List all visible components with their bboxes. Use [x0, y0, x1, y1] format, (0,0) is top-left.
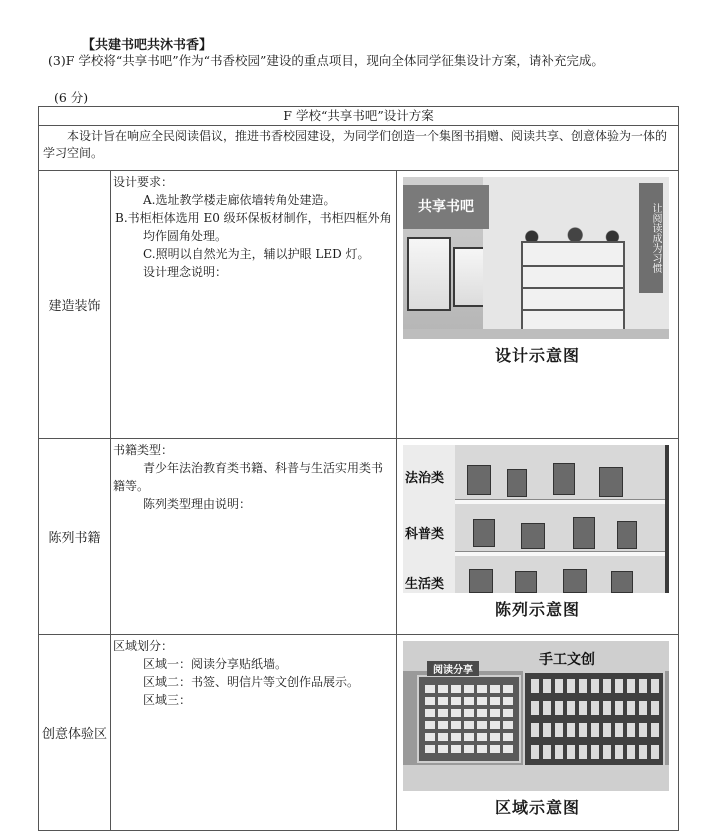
- sticky-note: [477, 697, 487, 705]
- sticky-note: [503, 709, 513, 717]
- craft-card: [627, 679, 635, 693]
- sticky-note: [425, 697, 435, 705]
- section-heading: 【共建书吧共沐书香】: [82, 38, 213, 53]
- book-type-body: 青少年法治教育类书籍、科普与生活实用类书籍等。: [113, 461, 384, 493]
- sticky-note: [477, 709, 487, 717]
- sticky-note: [438, 685, 448, 693]
- design-concept-label: 设计理念说明：: [143, 265, 228, 279]
- sticky-note: [503, 745, 513, 753]
- display-reason-label: 陈列类型理由说明：: [143, 497, 252, 511]
- design-image-cell: [397, 171, 679, 439]
- craft-card: [567, 745, 575, 759]
- craft-card: [579, 723, 587, 737]
- shelf-label-life: 生活类: [405, 577, 445, 592]
- sticky-note: [464, 733, 474, 741]
- sticky-note: [451, 721, 461, 729]
- zone-one: 区域一：阅读分享贴纸墙。: [143, 657, 288, 671]
- sticky-note: [425, 745, 435, 753]
- craft-card: [555, 701, 563, 715]
- requirement-b: B.书柜柜体选用 E0 级环保板材制作，书柜四框外角均作圆角处理。: [115, 211, 392, 243]
- plan-intro: [39, 126, 679, 171]
- zone-caption: 区域示意图: [495, 798, 581, 817]
- craft-card: [555, 745, 563, 759]
- sticky-note: [464, 685, 474, 693]
- plan-intro-text: 本设计旨在响应全民阅读倡议，推进书香校园建设，为同学们创造一个集图书捐赠、阅读共享、创意体验为一体的学习空间。: [43, 129, 668, 160]
- craft-card: [615, 701, 623, 715]
- row-label-display: 陈列书籍: [39, 439, 111, 635]
- sticky-note: [451, 745, 461, 753]
- sticky-note: [477, 721, 487, 729]
- craft-card: [531, 745, 539, 759]
- book-type-heading: 书籍类型：: [113, 443, 174, 457]
- craft-card: [615, 745, 623, 759]
- display-caption: 陈列示意图: [495, 600, 581, 619]
- sticky-note: [477, 745, 487, 753]
- craft-card: [603, 723, 611, 737]
- sticky-note: [464, 721, 474, 729]
- sticky-note: [503, 697, 513, 705]
- sticky-note: [503, 721, 513, 729]
- craft-card: [603, 745, 611, 759]
- plan-title: F 学校“共享书吧”设计方案: [39, 107, 679, 126]
- row-text-display: [111, 439, 397, 635]
- craft-card: [615, 723, 623, 737]
- row-label-creative: 创意体验区: [39, 635, 111, 831]
- craft-card: [567, 723, 575, 737]
- zone-two: 区域二：书签、明信片等文创作品展示。: [143, 675, 360, 689]
- requirement-a: A.选址教学楼走廊依墙转角处建造。: [143, 193, 336, 207]
- sticky-note: [464, 745, 474, 753]
- sticky-note: [490, 721, 500, 729]
- sticky-note: [490, 745, 500, 753]
- craft-card: [531, 679, 539, 693]
- craft-card: [555, 679, 563, 693]
- design-sketch-image: [403, 177, 669, 339]
- craft-card: [639, 679, 647, 693]
- craft-card: [543, 701, 551, 715]
- craft-card: [579, 701, 587, 715]
- sticky-note: [490, 697, 500, 705]
- sticky-note: [490, 709, 500, 717]
- craft-card: [591, 723, 599, 737]
- craft-card: [579, 745, 587, 759]
- sticky-note: [425, 709, 435, 717]
- book-bar-sign: 共享书吧: [403, 185, 489, 229]
- craft-card: [531, 701, 539, 715]
- zone-image-cell: [397, 635, 679, 831]
- crafts-title: 手工文创: [539, 652, 595, 668]
- craft-card: [543, 679, 551, 693]
- sticky-note: [477, 685, 487, 693]
- shelf-label-science: 科普类: [405, 527, 445, 542]
- craft-card: [603, 701, 611, 715]
- craft-card: [531, 723, 539, 737]
- craft-card: [639, 723, 647, 737]
- sticky-note: [503, 733, 513, 741]
- craft-card: [651, 745, 659, 759]
- craft-card: [591, 679, 599, 693]
- row-text-construction: [111, 171, 397, 439]
- sticky-note: [425, 721, 435, 729]
- craft-card: [543, 745, 551, 759]
- sticky-note: [438, 721, 448, 729]
- sharing-wall: [417, 665, 521, 763]
- sticky-note: [451, 685, 461, 693]
- zone-sketch-image: [403, 641, 669, 791]
- question-text: (3)F 学校将“共享书吧”作为“书香校园”建设的重点项目，现向全体同学征集设计方案，请补充完成。: [48, 53, 604, 68]
- sharing-title: 阅读分享: [427, 661, 479, 676]
- sticky-note: [451, 733, 461, 741]
- requirement-c: C.照明以自然光为主，辅以护眼 LED 灯。: [143, 247, 370, 261]
- craft-card: [627, 701, 635, 715]
- design-plan-table: [38, 106, 679, 831]
- zone-division-heading: 区域划分：: [113, 639, 174, 653]
- score-text: (6 分): [54, 90, 89, 105]
- sticky-note: [438, 697, 448, 705]
- sticky-note: [438, 733, 448, 741]
- display-image-cell: [397, 439, 679, 635]
- craft-card: [567, 701, 575, 715]
- craft-card: [555, 723, 563, 737]
- display-sketch-image: [403, 445, 669, 593]
- sticky-note: [438, 745, 448, 753]
- craft-card: [651, 679, 659, 693]
- craft-card: [591, 745, 599, 759]
- craft-card: [567, 679, 575, 693]
- reading-banner: 让阅读成为习惯: [639, 183, 663, 293]
- craft-card: [639, 701, 647, 715]
- crafts-wall: [523, 671, 665, 771]
- craft-card: [627, 745, 635, 759]
- sticky-note: [477, 733, 487, 741]
- sticky-note: [490, 685, 500, 693]
- sticky-note: [425, 685, 435, 693]
- craft-card: [579, 679, 587, 693]
- shelf-label-law: 法治类: [405, 471, 445, 486]
- sticky-note: [464, 709, 474, 717]
- craft-card: [651, 723, 659, 737]
- craft-card: [651, 701, 659, 715]
- craft-card: [639, 745, 647, 759]
- row-label-construction: 建造装饰: [39, 171, 111, 439]
- craft-card: [615, 679, 623, 693]
- zone-three: 区域三：: [143, 693, 192, 707]
- design-requirements-heading: 设计要求：: [113, 175, 174, 189]
- sticky-note: [425, 733, 435, 741]
- sticky-note: [438, 709, 448, 717]
- sticky-note: [451, 709, 461, 717]
- design-caption: 设计示意图: [495, 346, 581, 365]
- craft-card: [591, 701, 599, 715]
- craft-card: [627, 723, 635, 737]
- craft-card: [543, 723, 551, 737]
- sticky-note: [503, 685, 513, 693]
- sticky-note: [490, 733, 500, 741]
- craft-card: [603, 679, 611, 693]
- row-text-creative: [111, 635, 397, 831]
- sticky-note: [451, 697, 461, 705]
- sticky-note: [464, 697, 474, 705]
